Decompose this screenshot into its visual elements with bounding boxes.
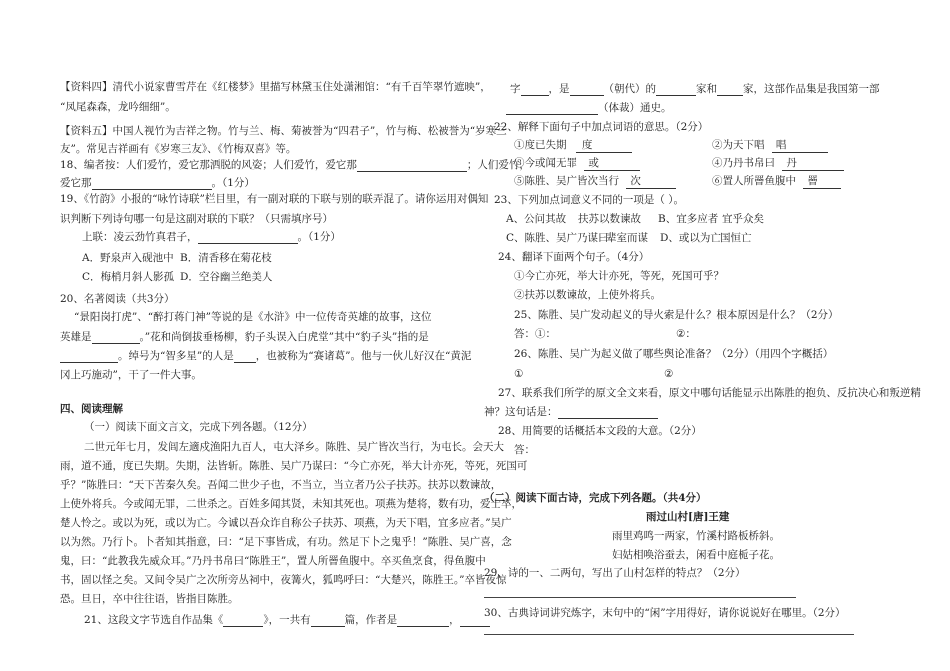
passage-line-9: 恐。旦日，卒中往往语，皆指目陈胜。 <box>60 593 239 605</box>
q22-4-text: ④乃丹书帛曰 <box>712 157 775 169</box>
passage-line-1: 二世元年七月，发闾左適戍渔阳九百人，屯大泽乡。陈胜、吴广皆次当行，为屯长。会天大 <box>84 441 504 453</box>
q20-blank-3[interactable] <box>234 351 256 363</box>
q22-item-4 <box>712 156 844 171</box>
q22-item-5 <box>514 174 676 189</box>
q18-text-end: ；人们爱竹， <box>466 159 530 171</box>
q20-line3 <box>60 349 471 363</box>
q18-score: 。（1分） <box>211 177 255 189</box>
q19-option-b: B．清香移在菊花枝 <box>180 252 272 264</box>
poem-line-1: 雨里鸡鸣一两家，竹溪村路板桥斜。 <box>612 530 780 542</box>
passage-line-6: 以为然。乃行卜。卜者知其指意，曰：“足下事皆成，有功。然足下卜之鬼乎！”陈胜、吴广喜，念 <box>60 536 512 548</box>
q23-option-d-2: 国恒亡 <box>720 232 752 244</box>
poem-title: 雨过山村[唐]王建 <box>646 511 730 523</box>
q21-blank-1[interactable] <box>223 615 263 627</box>
question-30: 30、古典诗词讲究炼字，末句中的“闲”字用得好，请你说说好在哪里。（2分） <box>484 607 846 619</box>
q27-text: 神？这句话是： <box>484 406 558 418</box>
q21-continued-line2 <box>506 101 672 115</box>
q21-continued-line1 <box>510 82 880 96</box>
section-4-1-heading: （一）阅读下面文言文，完成下列各题。（12分） <box>84 421 313 433</box>
material-5-line2: 友”。常见吉祥画有《岁寒三友》、《竹梅双喜》等。 <box>60 143 297 155</box>
q21-text-a: 21、这段文字节选自作品集《 <box>84 614 224 626</box>
q23-option-c-1: C、陈胜、吴广乃谋曰 <box>506 232 609 244</box>
q19-option-a: A．野泉声入砚池中 <box>82 252 174 264</box>
question-21 <box>84 613 490 627</box>
question-27-line1: 27、联系我们所学的原文全文来看，原文中哪句话能显示出陈胜的抱负、反抗决心和叛逆精 <box>498 387 921 399</box>
q20-line2 <box>60 330 429 344</box>
q23-option-d-1: D、或以为亡 <box>660 232 721 244</box>
q21-text-d: ， <box>449 614 460 626</box>
passage-line-5: 楚人怜之。或以为死，或以为亡。今诚以吾众诈自称公子扶苏、项燕，为天下唱，宜多应者。”吴广 <box>60 517 512 529</box>
q23-option-a-2: 扶苏以数谏故 <box>578 213 641 225</box>
passage-line-7: 鬼，曰：“此教我先威众耳。”乃丹书帛曰“陈胜王”，置人所罾鱼腹中。卒买鱼烹食，得鱼腹中 <box>60 555 486 567</box>
passage-line-3: 乎？”陈胜曰：“天下苦秦久矣。吾闻二世少子也，不当立，当立者乃公子扶苏。扶苏以数谏故， <box>60 479 502 491</box>
question-18-line2 <box>60 176 255 190</box>
q22-item-1 <box>514 138 632 153</box>
passage-line-4: 上使外将兵。今或闻无罪，二世杀之。百姓多闻其贤，未知其死也。项燕为楚将，数有功，爱士卒， <box>60 498 522 510</box>
q21-text-c: 篇，作者是 <box>344 614 398 626</box>
passage-line-8: 书，固以怪之矣。又间令吴广之次所旁丛祠中，夜篝火，狐鸣呼曰：“大楚兴，陈胜王。”卒皆夜惊 <box>60 574 507 586</box>
q24-sentence-2: ②扶苏以数谏故，上使外将兵。 <box>514 289 661 301</box>
q28-answer[interactable]: 答： <box>514 444 535 456</box>
q30-answer-line[interactable] <box>484 634 854 635</box>
q18-text-2: 爱它那 <box>60 177 92 189</box>
question-20-title: 20、名著阅读（共3分） <box>60 293 175 305</box>
q21c-text-f: （体裁）通史。 <box>598 102 672 114</box>
question-23: 23、下列加点词意义不同的一项是（ ）。 <box>494 194 684 206</box>
question-22: 22、解释下面句子中加点词语的意思。（2分） <box>494 121 709 133</box>
section-4-heading: 四、阅读理解 <box>60 403 123 415</box>
material-5-line1: 【资料五】中国人视竹为吉祥之物。竹与兰、梅、菊被誉为“四君子”，竹与梅、松被誉为“岁寒三 <box>60 125 507 137</box>
q22-4-blank[interactable]: 丹 <box>782 156 844 171</box>
q19-blank[interactable] <box>198 232 298 244</box>
q22-1-text: ①度已失期 <box>514 139 567 151</box>
q22-3-text: ③今或闻无罪 <box>514 157 577 169</box>
q21-blank-2[interactable] <box>311 615 345 627</box>
q25-answer-2[interactable]: ②： <box>676 328 696 340</box>
poem-line-2: 妇姑相唤浴蚕去，闲看中庭栀子花。 <box>612 549 780 561</box>
q24-sentence-1: ①今亡亦死，举大计亦死，等死，死国可乎？ <box>514 270 724 282</box>
question-19-line2: 识判断下列诗句哪一句是这副对联的下联？（只需填序号） <box>60 213 333 225</box>
q18-text: 18、编者按：人们爱竹，爱它那洒脱的风姿；人们爱竹，爱它那 <box>60 159 357 171</box>
q22-2-blank[interactable]: 唱 <box>772 138 828 153</box>
material-4-line1: 【资料四】清代小说家曹雪芹在《红楼梦》里描写林黛玉住处潇湘馆：“有千百竿翠竹遮映”， <box>60 81 491 93</box>
q20-text-d: ，也被称为“赛诸葛”。他与一伙儿好汉在“黄泥 <box>255 350 472 362</box>
q22-2-text: ②为天下唱 <box>712 139 765 151</box>
q22-item-2 <box>712 138 828 153</box>
q21c-blank-5[interactable] <box>506 103 598 115</box>
question-25: 25、陈胜、吴广发动起义的导火索是什么？根本原因是什么？（2分） <box>514 309 839 321</box>
q21c-blank-2[interactable] <box>570 84 604 96</box>
q21c-blank-3[interactable] <box>656 84 696 96</box>
q22-5-blank[interactable]: 次 <box>626 174 676 189</box>
q21c-blank-1[interactable] <box>521 84 549 96</box>
q22-6-blank[interactable]: 罾 <box>803 174 841 189</box>
q20-text-b: 。”花和尚倒拔垂杨柳，豹子头误入白虎堂”其中“豹子头”指的是 <box>139 331 429 343</box>
q21c-text-d: 家和 <box>696 83 717 95</box>
q21c-text-a: 字 <box>510 83 521 95</box>
q20-blank-1[interactable] <box>92 332 140 344</box>
q23-option-b-1: B、宜多应者 <box>658 213 719 225</box>
q22-3-blank[interactable]: 或 <box>584 156 640 171</box>
q27-blank[interactable] <box>558 407 658 419</box>
question-29: 29、诗的一、二两句，写出了山村怎样的特点？（2分） <box>484 567 746 579</box>
q26-answer-2[interactable]: ② <box>664 368 674 380</box>
q21-blank-3[interactable] <box>397 615 449 627</box>
q20-line1: “景阳岗打虎”、“醉打蒋门神”等说的是《水浒》中一位传奇英雄的故事，这位 <box>74 311 432 323</box>
q18-blank-2[interactable] <box>92 178 212 190</box>
q29-answer-line[interactable] <box>484 597 796 598</box>
question-19-couplet <box>82 230 341 244</box>
material-4-line2: “凤尾森森，龙吟细细”。 <box>60 101 176 113</box>
q20-text-a: 英雄是 <box>60 331 92 343</box>
question-24: 24、翻译下面两个句子。（4分） <box>498 251 650 263</box>
q21c-text-b: ，是 <box>548 83 570 95</box>
section-4-2-heading: （二）阅读下面古诗，完成下列各题。（共4分） <box>484 492 707 504</box>
q22-1-blank[interactable]: 度 <box>576 138 632 153</box>
q19-score: 。（1分） <box>297 231 341 243</box>
question-26: 26、陈胜、吴广为起义做了哪些舆论准备？（2分）（用四个字概括） <box>514 348 834 360</box>
q20-text-c: 。绰号为“智多星”的人是 <box>118 350 234 362</box>
q25-answer-1[interactable]: 答：①： <box>514 328 556 340</box>
q22-item-6 <box>712 174 841 189</box>
q23-option-c-2: 辈室而谋 <box>606 232 648 244</box>
passage-line-2: 雨，道不通，度已失期。失期，法皆斩。陈胜、吴广乃谋曰：“今亡亦死，举大计亦死，等死，死国可 <box>60 460 528 472</box>
q22-6-text: ⑥置人所罾鱼腹中 <box>712 175 796 187</box>
q21-text-b: 》，一共有 <box>263 614 311 626</box>
question-19-line1: 19、《竹韵》小报的“咏竹诗联”栏目里，有一副对联的下联与别的联弄混了。请你运用对偶知 <box>60 193 489 205</box>
q23-option-a-1: A、公问其故 <box>506 213 567 225</box>
question-18-line1 <box>60 158 530 172</box>
q19-option-c: C．梅梢月斜人影孤 <box>82 271 175 283</box>
question-28: 28、用简要的话概括本文段的大意。（2分） <box>498 425 702 437</box>
q18-blank-1[interactable] <box>357 160 467 172</box>
q23-option-b-2: 宜乎众矣 <box>722 213 764 225</box>
q20-line4: 冈上巧施动”，干了一件大事。 <box>60 369 202 381</box>
q19-couplet-text: 上联：凌云劲竹真君子， <box>82 231 198 243</box>
q22-item-3 <box>514 156 640 171</box>
q26-answer-1[interactable]: ① <box>514 368 524 380</box>
q22-5-text: ⑤陈胜、吴广皆次当行 <box>514 175 619 187</box>
q20-blank-2[interactable] <box>60 351 118 363</box>
q21c-blank-4[interactable] <box>717 84 743 96</box>
question-27-line2 <box>484 405 658 419</box>
q21c-text-e: 家，这部作品集是我国第一部 <box>743 83 880 95</box>
q21c-text-c: （朝代）的 <box>603 83 656 95</box>
q19-option-d: D．空谷幽兰绝美人 <box>180 271 273 283</box>
